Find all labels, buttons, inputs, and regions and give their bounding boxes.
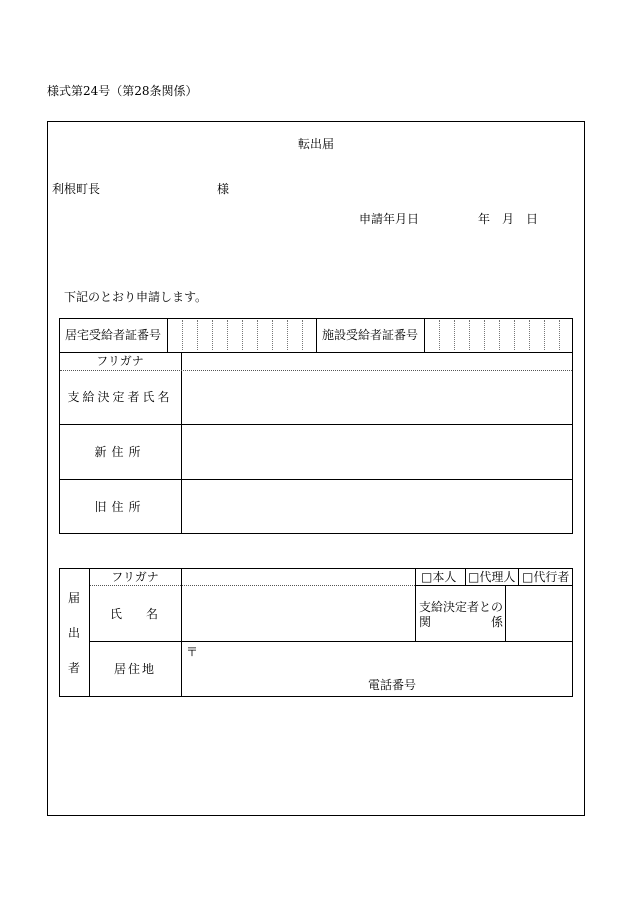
- furigana-label: フリガナ: [96, 354, 144, 368]
- day-label: 日: [526, 212, 539, 226]
- old-address-input[interactable]: [182, 480, 572, 532]
- relation-label-2b: 係: [491, 615, 504, 629]
- home-cert-label: 居宅受給者証番号: [64, 328, 161, 342]
- notifier-label-1: 届: [68, 591, 81, 605]
- phone-label: 電話番号: [368, 678, 417, 692]
- checkbox-self[interactable]: □本人: [421, 570, 457, 584]
- month-label: 月: [502, 212, 515, 226]
- date-label: 申請年月日: [359, 212, 420, 226]
- notifier-label-2: 出: [68, 626, 81, 640]
- facility-cert-label: 施設受給者証番号: [321, 328, 418, 342]
- old-address-label: 旧住所: [94, 500, 146, 514]
- checkbox-proxy[interactable]: □代行者: [522, 570, 570, 584]
- residence-label: 居住地: [113, 662, 156, 676]
- honorific: 様: [217, 182, 230, 196]
- statement: 下記のとおり申請します。: [64, 290, 208, 304]
- notifier-label-3: 者: [68, 661, 81, 675]
- notifier-furigana-input[interactable]: [182, 569, 414, 584]
- relation-label-2a: 関: [419, 615, 432, 629]
- notifier-name-label: 氏 名: [110, 607, 159, 621]
- checkbox-agent[interactable]: □代理人: [468, 570, 516, 584]
- new-address-label: 新住所: [94, 445, 146, 459]
- new-address-input[interactable]: [182, 425, 572, 478]
- notifier-furigana-label: フリガナ: [111, 570, 159, 584]
- form-number: 様式第24号（第28条関係）: [47, 84, 198, 98]
- relation-label-1: 支給決定者との: [419, 600, 504, 614]
- relation-input[interactable]: [506, 586, 572, 640]
- postal-mark: 〒: [186, 645, 199, 659]
- form-title: 転出届: [297, 137, 334, 151]
- residence-input[interactable]: [200, 642, 572, 672]
- recipient-name-label: 支給決定者氏名: [67, 390, 173, 404]
- recipient-name-input[interactable]: [182, 371, 572, 423]
- furigana-input[interactable]: [182, 353, 572, 370]
- notifier-name-input[interactable]: [182, 586, 414, 640]
- phone-input[interactable]: [420, 674, 570, 694]
- year-label: 年: [478, 212, 491, 226]
- addressee: 利根町長: [52, 182, 101, 196]
